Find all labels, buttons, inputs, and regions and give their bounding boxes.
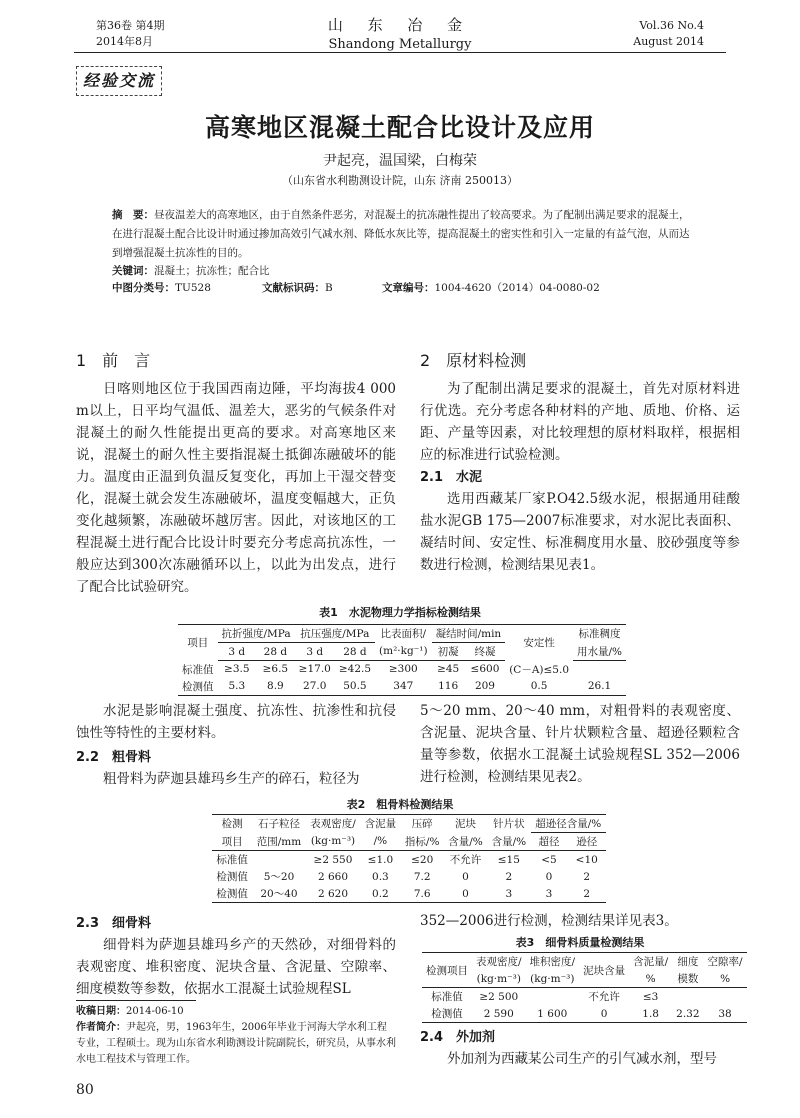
t1-h-init: 初凝 (432, 643, 465, 661)
table-cell: ≤600 (470, 663, 500, 676)
table-cell: ≤15 (497, 853, 520, 866)
t1-h-28d-b: 28 d (335, 643, 375, 661)
t1-h-flex: 抗折强度/MPa (218, 625, 295, 643)
doc-code-value: B (325, 282, 333, 294)
section-1-text: 日喀则地区位于我国西南边陲，平均海拔4 000 m以上，日平均气温低、温差大，恶劣的气候条件对混凝土的耐久性能提出更高的要求。对高寒地区来说，混凝土的耐久性主要指混凝土抵御冻融破坏的能力。温度由正温到负温反复变化，再加上干湿交替变化，混凝土就会发生冻融破坏，温度变幅越大，正负变化越频繁，冻融破坏越厉害。因此，对该地区的工程混凝土进行配合比设计时要充分考虑高抗冻性，一般应达到300次冻融循环以上，以此为出发点，进行了配合比试验研究。 (76, 381, 396, 595)
t1-h-area: 比表面积/ (375, 625, 432, 643)
section-2-3-text-left: 细骨料为萨迦县雄玛乡产的天然砂，对细骨料的表观密度、堆积密度、泥块含量、含泥量、空隙率、细度模数等参数，依据水工混凝土试验规程SL (76, 937, 396, 997)
t1-h-comp: 抗压强度/MPa (295, 625, 375, 643)
table-cell: 50.5 (335, 678, 375, 696)
table2 (212, 814, 606, 903)
issue-date: 2014年8月 (96, 35, 153, 48)
table-cell: 2 590 (472, 1005, 526, 1023)
received-value: 2014-06-10 (126, 1006, 184, 1017)
table-cell: ≥2 550 (313, 853, 353, 866)
keywords (112, 263, 270, 278)
table-cell: 5～20 (263, 871, 295, 883)
t3-header: % (704, 970, 747, 988)
cement-note: 水泥是影响混凝土强度、抗冻性、抗渗性和抗侵蚀性等特性的主要材料。 (76, 703, 396, 741)
received-label: 收稿日期： (76, 1006, 126, 1017)
table1 (178, 624, 626, 696)
section-2-text: 为了配制出满足要求的混凝土，首先对原材料进行优选。充分考虑各种材料的产地、质地、价格、运距、产量等因素，对比较理想的原材料取样，根据相应的标准进行试验检测。 (420, 381, 740, 463)
t2-header: 检测 (212, 815, 252, 833)
table1-caption: 表1 水泥物理力学指标检测结果 (319, 606, 481, 619)
table-cell: 209 (465, 678, 505, 696)
doc-code (262, 280, 333, 295)
page-number: 80 (76, 1082, 94, 1098)
article-no-label: 文章编号： (382, 282, 435, 294)
footnote-divider (76, 1000, 196, 1001)
t2-header: 超径 (531, 833, 568, 851)
table-cell: 3 (531, 885, 568, 903)
table-cell (252, 851, 305, 869)
abstract-text: 昼夜温差大的高寒地区，由于自然条件恶劣，对混凝土的抗冻融性提出了较高要求。为了配制出满足要求的混凝土，在进行混凝土配合比设计时通过掺加高效引气减水剂、降低水灰比等，提高混凝土的密实性和引入一定量的有益气泡，从而达到增强混凝土抗冻性的目的。 (112, 209, 690, 259)
table-cell: 38 (704, 1005, 747, 1023)
t2-header: 含量/% (487, 833, 530, 851)
table-cell: 0 (444, 885, 487, 903)
table3-caption: 表3 细骨料质量检测结果 (515, 936, 645, 949)
clc-number (112, 280, 211, 295)
keywords-text: 混凝土；抗冻性；配合比 (154, 265, 270, 277)
table-cell: 2 (567, 885, 606, 903)
table-cell (672, 988, 703, 1006)
column-tag: 经验交流 (76, 66, 162, 96)
table-cell: ≥17.0 (298, 663, 331, 676)
table-cell: 检测值 (216, 871, 248, 883)
table-cell: 116 (432, 678, 465, 696)
journal-name-en: Shandong Metallurgy (328, 37, 472, 52)
journal-name-zh: 山 东 冶 金 (327, 16, 473, 34)
t2-header: 范围/mm (252, 833, 305, 851)
section-2-1-title: 2.1 水泥 (420, 470, 483, 485)
table-cell: 0.2 (360, 885, 400, 903)
table-cell: 检测值 (178, 678, 218, 696)
table-row (178, 661, 626, 678)
table-row (212, 851, 606, 869)
volume-issue-en: Vol.36 No.4 (639, 19, 704, 32)
table3 (422, 952, 747, 1023)
table-cell: 检测值 (212, 885, 252, 903)
paper-title: 高寒地区混凝土配合比设计及应用 (204, 113, 595, 142)
t2-header: 针片状 (487, 815, 530, 833)
abstract (112, 206, 690, 263)
article-no-value: 1004-4620（2014）04-0080-02 (434, 282, 600, 294)
t2-header: 石子粒径 (252, 815, 305, 833)
table-cell: 标准值 (216, 854, 248, 866)
table-cell: 0.5 (505, 678, 573, 696)
table-cell: 0 (579, 1005, 629, 1023)
table-cell: 2 (583, 870, 591, 883)
table-cell: ≥2 500 (479, 990, 519, 1003)
table-cell: 不允许 (588, 991, 620, 1003)
t2-header: 逊径 (567, 833, 606, 851)
keywords-label: 关键词： (112, 265, 154, 277)
t1-h-water2: 用水量/% (573, 643, 626, 661)
table-cell: <5 (541, 853, 557, 866)
table-cell: (C－A)≤5.0 (509, 663, 570, 676)
section-2-4-text: 外加剂为西藏某公司生产的引气减水剂，型号 (447, 1051, 717, 1067)
table-cell: ≤3 (642, 990, 659, 1003)
t3-header: 空隙率/ (704, 953, 747, 971)
t3-header: 含泥量/ (629, 953, 672, 971)
table-cell (526, 988, 580, 1006)
article-number (382, 280, 600, 295)
t2-header: 表观密度/ (306, 815, 361, 833)
table-cell: ≥45 (437, 663, 460, 676)
t1-h-sound: 安定性 (505, 625, 573, 661)
table-cell: 7.6 (401, 885, 444, 903)
t2-header: /% (360, 833, 400, 851)
table-cell: 3 (487, 885, 530, 903)
clc-label: 中图分类号： (112, 282, 175, 294)
t2-header: 超逊径含量/% (531, 815, 607, 833)
table-cell: ≤20 (411, 853, 434, 866)
section-2-1-text: 选用西藏某厂家P.O42.5级水泥，根据通用硅酸盐水泥GB 175—2007标准要求，对水泥比表面积、凝结时间、安定性、标准稠度用水量、胶砂强度等参数进行检测，检测结果见表1。 (420, 491, 740, 573)
table2-caption: 表2 粗骨料检测结果 (346, 798, 454, 811)
t1-h-item: 项目 (178, 625, 218, 661)
authors: 尹起亮，温国梁，白梅荣 (323, 153, 477, 169)
table-cell: 2 (505, 870, 513, 883)
t3-header: 表观密度/ (472, 953, 526, 971)
t2-header: 指标/% (401, 833, 444, 851)
section-1-title: 1 前 言 (76, 351, 151, 370)
table-cell: 20～40 (252, 885, 305, 903)
table-cell: 1.8 (629, 1005, 672, 1023)
table-cell: 不允许 (449, 854, 482, 866)
table-cell (573, 661, 626, 678)
t3-header: % (629, 970, 672, 988)
t3-header: 堆积密度/ (526, 953, 580, 971)
t3-header: (kg·m⁻³) (526, 970, 580, 988)
table-cell: <10 (575, 853, 598, 866)
clc-value: TU528 (175, 282, 211, 294)
t3-header: 泥块含量 (579, 953, 629, 988)
table-row (178, 678, 626, 696)
table-cell: ≥3.5 (224, 663, 250, 676)
t3-header: 检测项目 (422, 953, 472, 988)
table-cell: ≥42.5 (338, 663, 372, 676)
t1-h-water: 标准稠度 (573, 625, 626, 643)
table-row (422, 988, 747, 1006)
table-cell: 7.2 (413, 870, 431, 883)
table-row (212, 885, 606, 903)
header-divider (74, 52, 726, 53)
table-cell (704, 988, 747, 1006)
section-2-4-title: 2.4 外加剂 (420, 1030, 496, 1045)
table-cell: 0.3 (372, 870, 389, 883)
t2-header: 压碎 (401, 815, 444, 833)
t3-header: (kg·m⁻³) (472, 970, 526, 988)
t1-h-3d: 3 d (218, 643, 257, 661)
t1-h-28d: 28 d (256, 643, 295, 661)
author-bio-label: 作者简介： (76, 1022, 126, 1033)
abstract-label: 摘 要： (112, 209, 154, 221)
table-cell: 2.32 (672, 1005, 703, 1023)
section-2-2-text-left: 粗骨料为萨迦县雄玛乡生产的碎石，粒径为 (103, 771, 360, 787)
section-2-3-text-right: 352—2006进行检测，检测结果详见表3。 (420, 913, 678, 929)
t3-header: 细度 (672, 953, 703, 971)
t3-header: 模数 (672, 970, 703, 988)
doc-code-label: 文献标识码： (262, 282, 325, 294)
table-cell: 2 620 (306, 885, 361, 903)
author-bio-text: 尹起亮，男，1963年生，2006年毕业于河海大学水利工程专业，工程硕士。现为山东省水利勘测设计院副院长，研究员，从事水利水电工程技术与管理工作。 (76, 1022, 396, 1065)
affiliation: （山东省水利勘测设计院，山东 济南 250013） (282, 174, 518, 187)
received-date (76, 1004, 396, 1020)
table-cell: 8.9 (256, 678, 295, 696)
table-cell: ≤1.0 (367, 853, 394, 866)
table-cell: 标准值 (431, 991, 463, 1003)
table-cell: 0 (545, 870, 553, 883)
table-cell: 2 660 (317, 870, 349, 883)
table-cell: 347 (375, 678, 432, 696)
section-2-3-title: 2.3 细骨料 (76, 916, 152, 931)
table-cell: ≥6.5 (262, 663, 289, 676)
t2-header: 含量/% (444, 833, 487, 851)
t2-header: 含泥量 (360, 815, 400, 833)
t1-h-set: 凝结时间/min (432, 625, 506, 643)
table-cell: 5.3 (218, 678, 257, 696)
table-cell: 27.0 (295, 678, 335, 696)
table-row (422, 1005, 747, 1023)
section-2-2-title: 2.2 粗骨料 (76, 750, 152, 765)
section-2-2-text-right: 5～20 mm、20～40 mm，对粗骨料的表观密度、含泥量、泥块含量、针片状颗粒含量、超逊径颗粒含量等参数，依据水工混凝土试验规程SL 352—2006进行检测，检测结果见表2。 (420, 703, 740, 785)
issue-date-en: August 2014 (633, 35, 704, 48)
t2-header: (kg·m⁻³) (306, 833, 361, 851)
author-bio (76, 1020, 396, 1068)
table-cell: 检测值 (422, 1005, 472, 1023)
volume-issue: 第36卷 第4期 (96, 19, 165, 32)
t2-header: 项目 (212, 833, 252, 851)
t1-h-area-unit: (m²·kg⁻¹) (375, 643, 432, 661)
section-2-title: 2 原材料检测 (420, 351, 527, 370)
table-cell: ≥300 (388, 663, 418, 676)
t1-h-final: 终凝 (465, 643, 505, 661)
table-cell: 标准值 (182, 663, 214, 676)
table-row (212, 868, 606, 885)
header-right (633, 18, 704, 50)
table-cell: 26.1 (573, 678, 626, 696)
table-cell: 1 600 (526, 1005, 580, 1023)
t1-h-3d-b: 3 d (295, 643, 335, 661)
table-cell: 0 (462, 870, 469, 883)
t2-header: 泥块 (444, 815, 487, 833)
